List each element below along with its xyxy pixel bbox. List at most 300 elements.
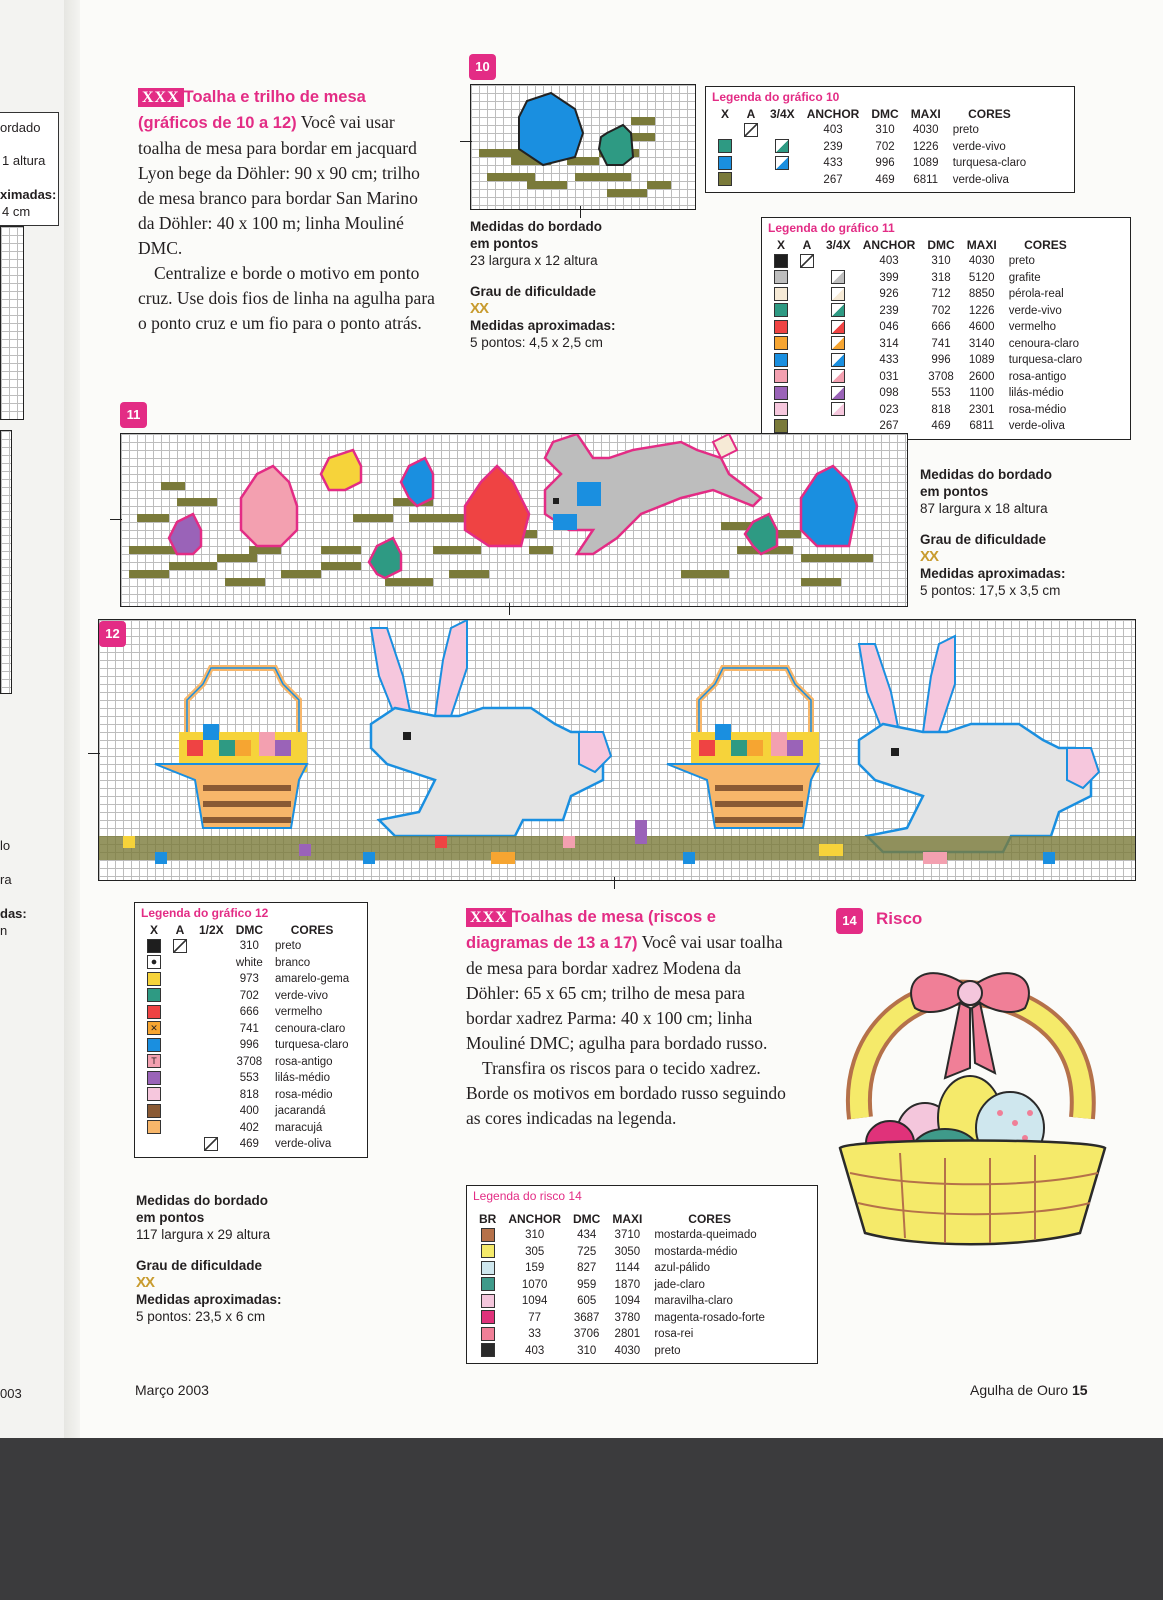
legend-cell [712,139,738,156]
color-swatch [147,972,161,986]
color-swatch [719,124,731,136]
legend-row [473,1310,771,1327]
legend-cell [794,270,820,287]
chart12-legend-table [141,922,355,1153]
legend-cell: 267 [823,173,843,186]
legend-cell: 403 [879,255,899,267]
legend-cell: 605 [577,1295,597,1307]
color-swatch [481,1244,495,1258]
three-quarter-stitch-symbol [831,287,845,301]
prev-page-chart [0,430,12,694]
legend-cell: turquesa-claro [275,1039,349,1051]
legend-cell: 1870 [614,1278,641,1291]
legend-cell [167,971,193,988]
legend-cell [764,122,801,139]
color-swatch [147,1104,161,1118]
legend-cell: azul-pálido [654,1262,710,1274]
intro-body: Você vai usar toalha de mesa para bordar em jacquard Lyon bege da Döhler: 90 x 90 cm; trilho de mesa branco para bordar San Marino da Döhler: 40 x 100 m; linha Mouliné DMC. [138,112,420,258]
legend-cell: 553 [239,1072,259,1084]
chart12-center-arrow [88,753,100,754]
legend-cell: 399 [879,271,899,284]
footer-magazine [970,1382,1088,1398]
legend-cell [141,1037,167,1054]
color-swatch [774,369,788,383]
legend-cell: mostarda-queimado [654,1229,757,1241]
legend-cell: 2600 [968,370,995,383]
approx-title: Medidas aproximadas: [136,1292,282,1307]
legend-cell: 725 [577,1245,597,1258]
legend-cell [820,352,857,369]
legend-cell [193,938,230,955]
legend-cell: 818 [931,403,951,416]
color-swatch [481,1327,495,1341]
legend-cell: 5120 [968,271,995,284]
legend-cell: amarelo-gema [275,973,350,985]
legend-cell [820,303,857,320]
legend-cell: 959 [577,1278,597,1291]
chart10-motif [471,85,695,209]
legend-cell [193,1103,230,1120]
prev-page-info-box [0,112,59,226]
three-quarter-stitch-symbol [831,353,845,367]
legend-row [712,155,1032,172]
legend-row [768,286,1088,303]
legend-row [473,1326,771,1343]
legend-cell [712,155,738,172]
legend-row [141,955,355,972]
legend-row [141,1037,355,1054]
legend-cell [193,971,230,988]
legend-cell: 434 [577,1229,597,1241]
legend-row [712,139,1032,156]
legend-cell: 8850 [968,288,995,300]
three-quarter-stitch-symbol [831,386,845,400]
measures-title: Medidas do bordado [920,467,1053,482]
legend-header: ANCHOR [862,238,916,252]
legend-cell: verde-vivo [952,140,1006,153]
legend-cell: 1089 [912,157,939,169]
color-swatch [147,955,161,969]
legend-cell [167,1087,193,1104]
legend-cell: 666 [239,1006,259,1018]
difficulty-title: Grau de dificuldade [136,1258,263,1273]
legend-cell [141,938,167,955]
approx-value: 5 pontos: 17,5 x 3,5 cm [920,583,1061,598]
legend-cell [712,172,738,189]
legend-header: ANCHOR [508,1212,562,1226]
color-swatch [147,1087,161,1101]
legend-row [473,1293,771,1310]
legend-cell [193,1070,230,1087]
legend-cell: 314 [879,337,899,350]
color-swatch [147,1071,161,1085]
legend-cell [738,172,764,189]
chart11-grid [120,433,908,607]
legend-cell: 310 [525,1229,545,1241]
legend-cell: rosa-rei [654,1328,694,1340]
legend-cell: 046 [879,321,899,333]
legend-header: X [720,107,729,121]
legend-cell: 996 [931,354,951,366]
legend-row [141,971,355,988]
chart10-badge: 10 [469,54,496,80]
legend-cell: 1226 [912,140,939,153]
legend-title: Legenda do gráfico 12 [141,906,269,920]
legend-cell: vermelho [1008,321,1056,333]
legend-cell [473,1260,502,1277]
legend-cell [167,1054,193,1071]
half-stitch-symbol [173,939,187,953]
legend-cell [768,270,794,287]
measures-value: 87 largura x 18 altura [920,501,1048,516]
color-swatch [481,1294,495,1308]
legend-cell [738,139,764,156]
legend-title: Legenda do gráfico 10 [712,90,840,104]
legend-cell [141,988,167,1005]
legend-cell: 2801 [614,1328,641,1340]
legend-cell: preto [275,940,302,952]
legend-header: A [802,238,812,252]
risco14-badge: 14 [836,908,863,934]
legend-cell [794,336,820,353]
legend-title: Legenda do gráfico 11 [768,221,895,235]
chart11-center-arrow [110,519,122,520]
legend-cell [167,1021,193,1038]
legend-cell: 469 [931,420,951,432]
legend-cell [820,336,857,353]
footer-date: Março 2003 [135,1382,209,1398]
legend-cell [820,270,857,287]
legend-cell: 2301 [968,403,995,416]
legend-row [141,1054,355,1071]
legend-cell: turquesa-claro [1008,354,1083,366]
legend-cell [768,319,794,336]
legend-cell: maracujá [275,1121,323,1134]
legend-cell: 3706 [573,1328,600,1340]
legend-cell: 818 [239,1088,259,1101]
legend-cell: cenoura-claro [275,1022,346,1035]
half-stitch-symbol [800,254,814,268]
chart12-badge: 12 [99,621,126,647]
legend-cell [167,1070,193,1087]
legend-header: 1/2X [199,923,224,937]
legend-cell: 433 [879,354,899,366]
color-swatch [147,1005,161,1019]
legend-cell: 098 [879,387,899,399]
legend-cell [473,1244,502,1261]
color-swatch [774,287,788,301]
color-swatch [147,1120,161,1134]
legend-cell [141,955,167,972]
legend-cell [193,1136,230,1153]
legend-cell [193,988,230,1005]
legend-cell: 3708 [236,1055,263,1068]
color-swatch [774,419,788,433]
legend-cell: 239 [823,140,843,153]
legend-header: DMC [871,107,899,121]
legend-cell [820,319,857,336]
legend-row [473,1277,771,1294]
legend-cell [141,1136,167,1153]
color-swatch [774,270,788,284]
legend-cell [193,1037,230,1054]
legend-cell [738,122,764,139]
legend-row [712,172,1032,189]
legend-header: X [149,923,158,937]
measures-value: 23 largura x 12 altura [470,253,598,268]
legend-cell [820,253,857,270]
legend-cell [473,1293,502,1310]
legend-cell [193,955,230,972]
legend-cell: 403 [823,124,843,136]
prev-fragment: 003 [0,1386,22,1401]
legend-cell: 702 [239,989,259,1002]
legend-cell: 1100 [969,387,995,399]
legend-cell [141,1070,167,1087]
chart11-motif [121,434,907,606]
intro-heading-sub: (gráficos de 10 a 12) [138,114,297,132]
legend-cell [167,1004,193,1021]
legend-row [141,938,355,955]
legend-cell [167,1136,193,1153]
legend-row [141,988,355,1005]
chart11-badge: 11 [120,402,147,428]
legend-cell [167,955,193,972]
legend-header: CORES [1024,238,1067,252]
legend-cell [764,155,801,172]
legend-cell: 4030 [912,124,939,136]
color-swatch [774,402,788,416]
prev-fragment: ximadas: [0,187,57,202]
legend-cell: jacarandá [275,1105,326,1117]
footer-page-number: 15 [1071,1382,1088,1398]
legend-cell: verde-oliva [275,1138,332,1150]
prev-fragment: 4 cm [2,204,31,219]
color-swatch [147,988,161,1002]
risco14-legend [466,1185,818,1364]
legend-cell [141,1054,167,1071]
legend-header: MAXI [966,238,997,252]
legend-cell: 712 [931,288,951,300]
legend-cell: rosa-antigo [275,1055,333,1068]
legend-header: MAXI [910,107,941,121]
legend-cell [794,352,820,369]
three-quarter-stitch-symbol [831,270,845,284]
legend-cell: 3140 [968,337,995,350]
color-swatch [774,336,788,350]
legend-cell: 4600 [968,321,995,333]
legend-cell [473,1310,502,1327]
legend-header: CORES [688,1212,731,1226]
legend-cell [738,155,764,172]
intro-heading: Toalha e trilho de mesa [183,88,366,106]
legend-row [768,402,1088,419]
legend-cell: 4030 [614,1344,641,1357]
legend-cell [794,319,820,336]
legend-cell [167,1037,193,1054]
legend-header: 3/4X [770,107,795,121]
legend-cell: 403 [525,1344,545,1357]
legend-cell [167,938,193,955]
chart10-center-arrow [460,141,472,142]
legend-cell [768,402,794,419]
section2-paragraph: Transfira os riscos para o tecido xadrez. Borde os motivos em bordado russo seguindo as cores indicadas na legenda. [466,1058,786,1128]
color-swatch [774,254,788,268]
chart11-legend [761,217,1131,440]
legend-cell [193,1120,230,1137]
legend-cell [193,1004,230,1021]
three-quarter-stitch-symbol [775,156,789,170]
prev-fragment: ordado [0,120,41,135]
legend-row [141,1004,355,1021]
chart12-info [136,1192,376,1325]
legend-row [141,1070,355,1087]
legend-cell: maravilha-claro [654,1295,733,1307]
legend-cell [768,369,794,386]
legend-cell: cenoura-claro [1008,337,1080,350]
legend-cell: 3710 [614,1229,641,1241]
approx-value: 5 pontos: 23,5 x 6 cm [136,1309,266,1324]
legend-title: Legenda do risco 14 [473,1189,582,1203]
legend-cell: 310 [239,940,259,952]
legend-cell: mostarda-médio [654,1245,738,1258]
three-quarter-stitch-symbol [831,320,845,334]
legend-cell [193,1021,230,1038]
legend-cell: rosa-antigo [1008,370,1067,383]
legend-cell: 77 [528,1311,542,1324]
legend-cell [768,385,794,402]
color-swatch [481,1343,495,1357]
color-swatch [481,1261,495,1275]
legend-row [473,1343,771,1360]
chart12-legend [134,902,368,1158]
legend-cell [167,988,193,1005]
chart12-grid [98,619,1136,881]
legend-cell [768,352,794,369]
color-swatch [718,172,732,186]
legend-row [141,1103,355,1120]
chart10-legend-table [712,106,1032,188]
prev-fragment: das: [0,906,27,921]
legend-cell [768,336,794,353]
legend-header: DMC [235,923,264,937]
legend-cell: 310 [577,1344,597,1357]
legend-row [768,385,1088,402]
legend-cell: 1094 [521,1295,548,1307]
legend-cell: 310 [875,124,895,136]
legend-cell [473,1227,502,1244]
legend-cell [473,1277,502,1294]
legend-cell: 973 [239,973,259,985]
legend-row [141,1087,355,1104]
legend-cell: 433 [823,157,843,169]
chart11-center-arrow [509,603,510,615]
legend-cell [141,1004,167,1021]
legend-row [141,1120,355,1137]
legend-cell [141,1021,167,1038]
section2-heading-sub: diagramas de 13 a 17) [466,934,638,952]
half-stitch-symbol [744,123,758,137]
legend-cell: lilás-médio [275,1072,330,1084]
legend-cell [768,286,794,303]
legend-cell [141,971,167,988]
legend-header: DMC [927,238,955,252]
three-quarter-stitch-symbol [831,303,845,317]
legend-cell [167,1103,193,1120]
legend-cell: grafite [1008,271,1041,284]
chart11-legend-table [768,237,1088,435]
legend-cell [764,172,801,189]
measures-sub: em pontos [470,236,539,251]
legend-cell: 3687 [573,1311,600,1324]
legend-cell: 702 [931,304,951,317]
chart10-info [470,218,690,351]
three-quarter-stitch-symbol [775,139,789,153]
legend-header: X [776,238,785,252]
legend-row [473,1260,771,1277]
legend-cell: verde-vivo [275,989,329,1002]
stitch-marker: XXX [466,908,512,927]
legend-cell: 741 [931,337,951,350]
legend-cell: verde-vivo [1008,304,1062,317]
legend-cell: verde-oliva [1008,420,1065,432]
measures-sub: em pontos [136,1210,205,1225]
legend-cell: 1144 [614,1262,640,1274]
color-swatch [774,320,788,334]
color-swatch [147,1038,161,1052]
legend-cell: 1070 [521,1278,548,1291]
three-quarter-stitch-symbol [831,402,845,416]
measures-title: Medidas do bordado [136,1193,269,1208]
legend-cell: 1094 [614,1295,641,1307]
legend-cell [141,1103,167,1120]
legend-header: CORES [968,107,1011,121]
legend-row [768,270,1088,287]
legend-cell: 305 [525,1245,545,1258]
color-swatch [774,353,788,367]
legend-cell: jade-claro [654,1278,705,1291]
legend-cell: 310 [931,255,951,267]
color-swatch [481,1277,495,1291]
color-swatch [481,1310,495,1324]
legend-header: DMC [573,1212,601,1226]
legend-row [473,1227,771,1244]
intro-paragraph: Centralize e borde o motivo em ponto cruz. Use dois fios de linha na agulha para o ponto cruz e um fio para o ponto atrás. [138,263,435,333]
legend-header: A [746,107,756,121]
color-swatch [148,1138,160,1150]
chart12-motif [99,620,1135,880]
section2-text [466,904,786,1131]
difficulty-marks: XX [136,1274,155,1291]
legend-cell: white [235,956,263,969]
legend-cell [820,369,857,386]
intro-text [138,84,438,336]
legend-cell: 1226 [968,304,995,317]
color-swatch [481,1228,495,1242]
difficulty-marks: XX [920,548,939,565]
legend-row [768,352,1088,369]
legend-cell: 3708 [928,370,954,383]
legend-cell: 996 [875,157,895,169]
chart12-center-arrow [614,877,615,889]
chart10-center-arrow [580,206,581,218]
chart10-grid [470,84,696,210]
prev-page-chart [0,226,24,420]
risco14-legend-table [473,1211,771,1359]
legend-cell [820,402,857,419]
prev-fragment: lo [0,838,11,853]
legend-cell: 996 [239,1039,259,1051]
